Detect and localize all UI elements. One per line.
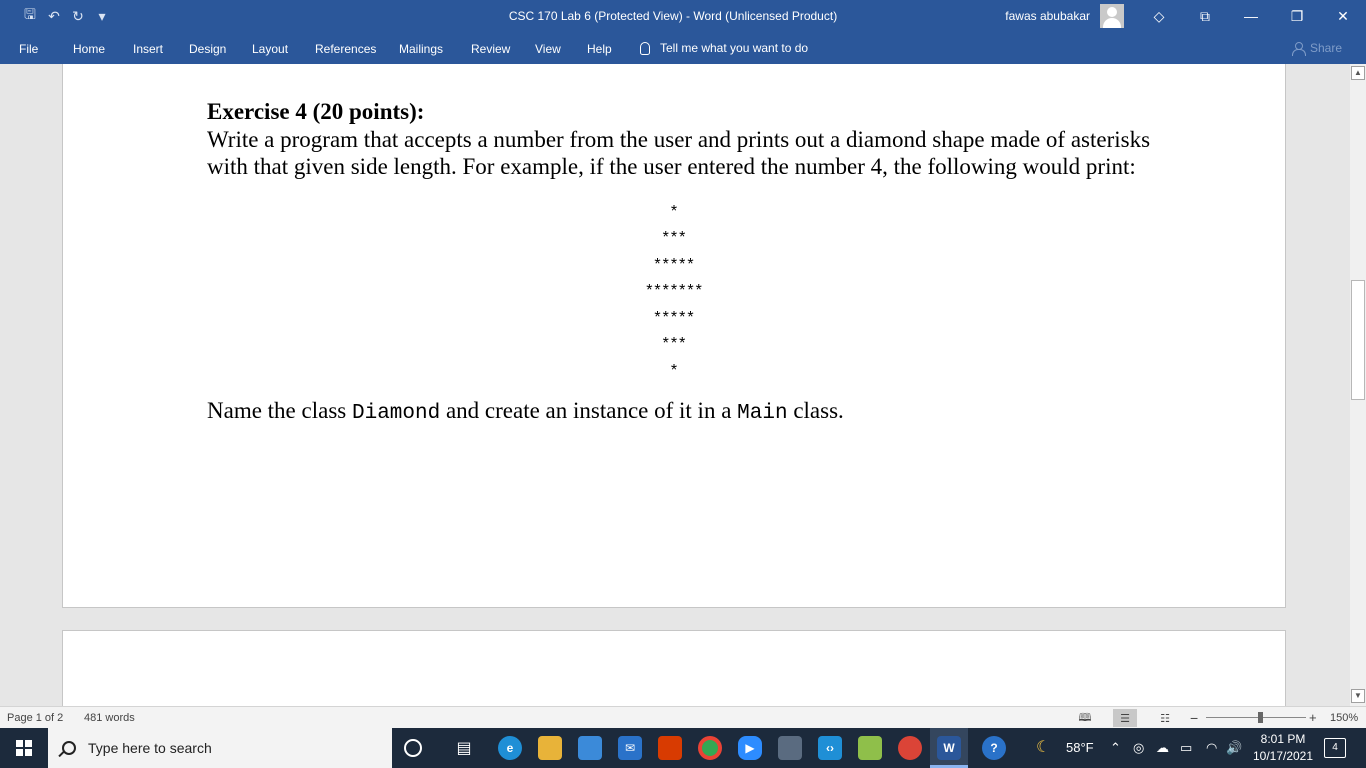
vertical-scrollbar[interactable] [1350, 64, 1366, 706]
redo-icon[interactable]: ↻ [72, 7, 84, 24]
tab-home[interactable]: Home [73, 42, 106, 56]
tab-view[interactable]: View [535, 42, 561, 56]
vscode-icon[interactable]: ‹› [818, 736, 842, 760]
clipped-text [811, 64, 819, 65]
tell-me-label: Tell me what you want to do [660, 41, 809, 55]
document-page-2[interactable] [62, 630, 1286, 706]
meet-icon[interactable]: ◎ [1133, 740, 1145, 755]
instruction-middle: and create an instance of it in a [440, 398, 738, 423]
diamond-icon[interactable]: ◇ [1153, 7, 1165, 24]
diamond-row: *** [662, 335, 688, 352]
chrome-profile-icon[interactable] [898, 736, 922, 760]
minimize-icon[interactable]: — [1244, 8, 1258, 24]
diamond-row: ***** [654, 309, 696, 326]
share-button[interactable] [1292, 32, 1342, 64]
tab-help[interactable]: Help [587, 42, 612, 56]
clipped-text [333, 64, 341, 65]
diamond-row: ******* [646, 282, 704, 299]
class-name-main: Main [737, 402, 788, 425]
word-icon[interactable]: W [937, 736, 961, 760]
clock-date: 10/17/2021 [1252, 749, 1314, 763]
diamond-row: ***** [654, 256, 696, 273]
store-icon[interactable] [578, 736, 602, 760]
start-button[interactable] [0, 728, 48, 768]
save-icon[interactable]: 🖫 [24, 6, 36, 22]
zoom-level[interactable]: 150% [1330, 712, 1359, 724]
clock[interactable] [1248, 731, 1318, 765]
web-layout-icon[interactable]: ☷ [1160, 712, 1170, 725]
tab-mailings[interactable]: Mailings [399, 42, 444, 56]
word-count[interactable]: 481 words [84, 712, 135, 724]
search-placeholder: Type here to search [88, 740, 212, 756]
tab-insert[interactable]: Insert [133, 42, 164, 56]
restore-icon[interactable]: ❐ [1290, 7, 1304, 24]
tab-layout[interactable]: Layout [252, 42, 289, 56]
page-count[interactable]: Page 1 of 2 [7, 712, 64, 724]
chrome-icon[interactable] [698, 736, 722, 760]
moon-weather-icon[interactable]: ☾ [1036, 739, 1051, 756]
tab-design[interactable]: Design [189, 42, 227, 56]
chevron-up-icon[interactable]: ⌃ [1110, 740, 1121, 755]
scrollbar-thumb[interactable] [1351, 280, 1365, 400]
taskbar-search[interactable] [48, 728, 392, 768]
scroll-up-icon[interactable]: ▲ [1351, 66, 1365, 80]
mail-icon[interactable]: ✉ [618, 736, 642, 760]
edge-icon[interactable]: e [498, 736, 522, 760]
windows-icon [16, 740, 32, 756]
cube-app-icon[interactable] [858, 736, 882, 760]
zoom-out-button[interactable]: − [1190, 710, 1199, 726]
tab-review[interactable]: Review [471, 42, 511, 56]
wifi-icon[interactable]: ◠ [1206, 740, 1218, 755]
exercise-heading: Exercise 4 (20 points): [207, 99, 425, 124]
file-explorer-icon[interactable] [538, 736, 562, 760]
instruction-line [207, 398, 844, 425]
customize-toolbar-icon[interactable]: ▾ [98, 7, 106, 24]
tab-references[interactable]: References [315, 42, 377, 56]
task-view-icon[interactable]: ▤ [456, 740, 472, 757]
tell-me-search[interactable] [640, 32, 808, 64]
zoom-in-button[interactable]: + [1309, 710, 1317, 725]
notification-center-icon[interactable]: 4 [1324, 738, 1346, 758]
class-name-diamond: Diamond [351, 402, 441, 425]
cortana-icon[interactable] [404, 739, 422, 757]
zoom-app-icon[interactable]: ▶ [738, 736, 762, 760]
share-label: Share [1309, 41, 1342, 55]
ribbon-display-options-icon[interactable]: ⧉ [1200, 7, 1210, 24]
scroll-down-icon[interactable]: ▼ [1351, 689, 1365, 703]
avatar[interactable] [1100, 4, 1124, 28]
volume-icon[interactable]: 🔊 [1226, 740, 1243, 755]
person-icon [1292, 42, 1304, 54]
read-mode-icon[interactable]: 🕮 [1078, 711, 1092, 724]
weather-temp[interactable]: 58°F [1066, 740, 1094, 755]
diamond-row: *** [662, 229, 688, 246]
quick-access-toolbar [0, 0, 114, 32]
zoom-slider[interactable] [1206, 717, 1306, 718]
lightbulb-icon [640, 42, 650, 55]
photos-icon[interactable] [778, 736, 802, 760]
onedrive-icon[interactable]: ☁ [1156, 740, 1169, 755]
tab-file[interactable]: File [19, 42, 39, 56]
close-icon[interactable]: ✕ [1337, 7, 1349, 24]
status-bar [0, 706, 1366, 728]
print-layout-icon[interactable]: ☰ [1113, 709, 1137, 727]
user-name[interactable]: fawas abubakar [1005, 9, 1090, 23]
ribbon-tabs [0, 32, 1366, 64]
document-area[interactable] [0, 64, 1350, 706]
clipped-text [551, 64, 561, 65]
document-page-1[interactable] [62, 64, 1286, 608]
battery-icon[interactable]: ▭ [1180, 740, 1193, 755]
clock-time: 8:01 PM [1260, 732, 1306, 746]
instruction-suffix: class. [787, 398, 844, 423]
undo-icon[interactable]: ↶ [48, 7, 60, 24]
title-bar [0, 0, 1366, 32]
window-title: CSC 170 Lab 6 (Protected View) - Word (Unlicensed Product) [508, 9, 838, 23]
taskbar [0, 728, 1366, 768]
office-icon[interactable] [658, 736, 682, 760]
instruction-prefix: Name the class [207, 398, 352, 423]
diamond-row: * [670, 203, 680, 220]
exercise-body: Write a program that accepts a number from the user and prints out a diamond shape made of asterisks with that given side length. For example, if the user entered the number 4, the following would print: [207, 127, 1151, 179]
help-icon[interactable]: ? [982, 736, 1006, 760]
search-icon [62, 741, 76, 755]
diamond-row: * [670, 362, 680, 379]
zoom-slider-handle[interactable] [1258, 712, 1263, 723]
